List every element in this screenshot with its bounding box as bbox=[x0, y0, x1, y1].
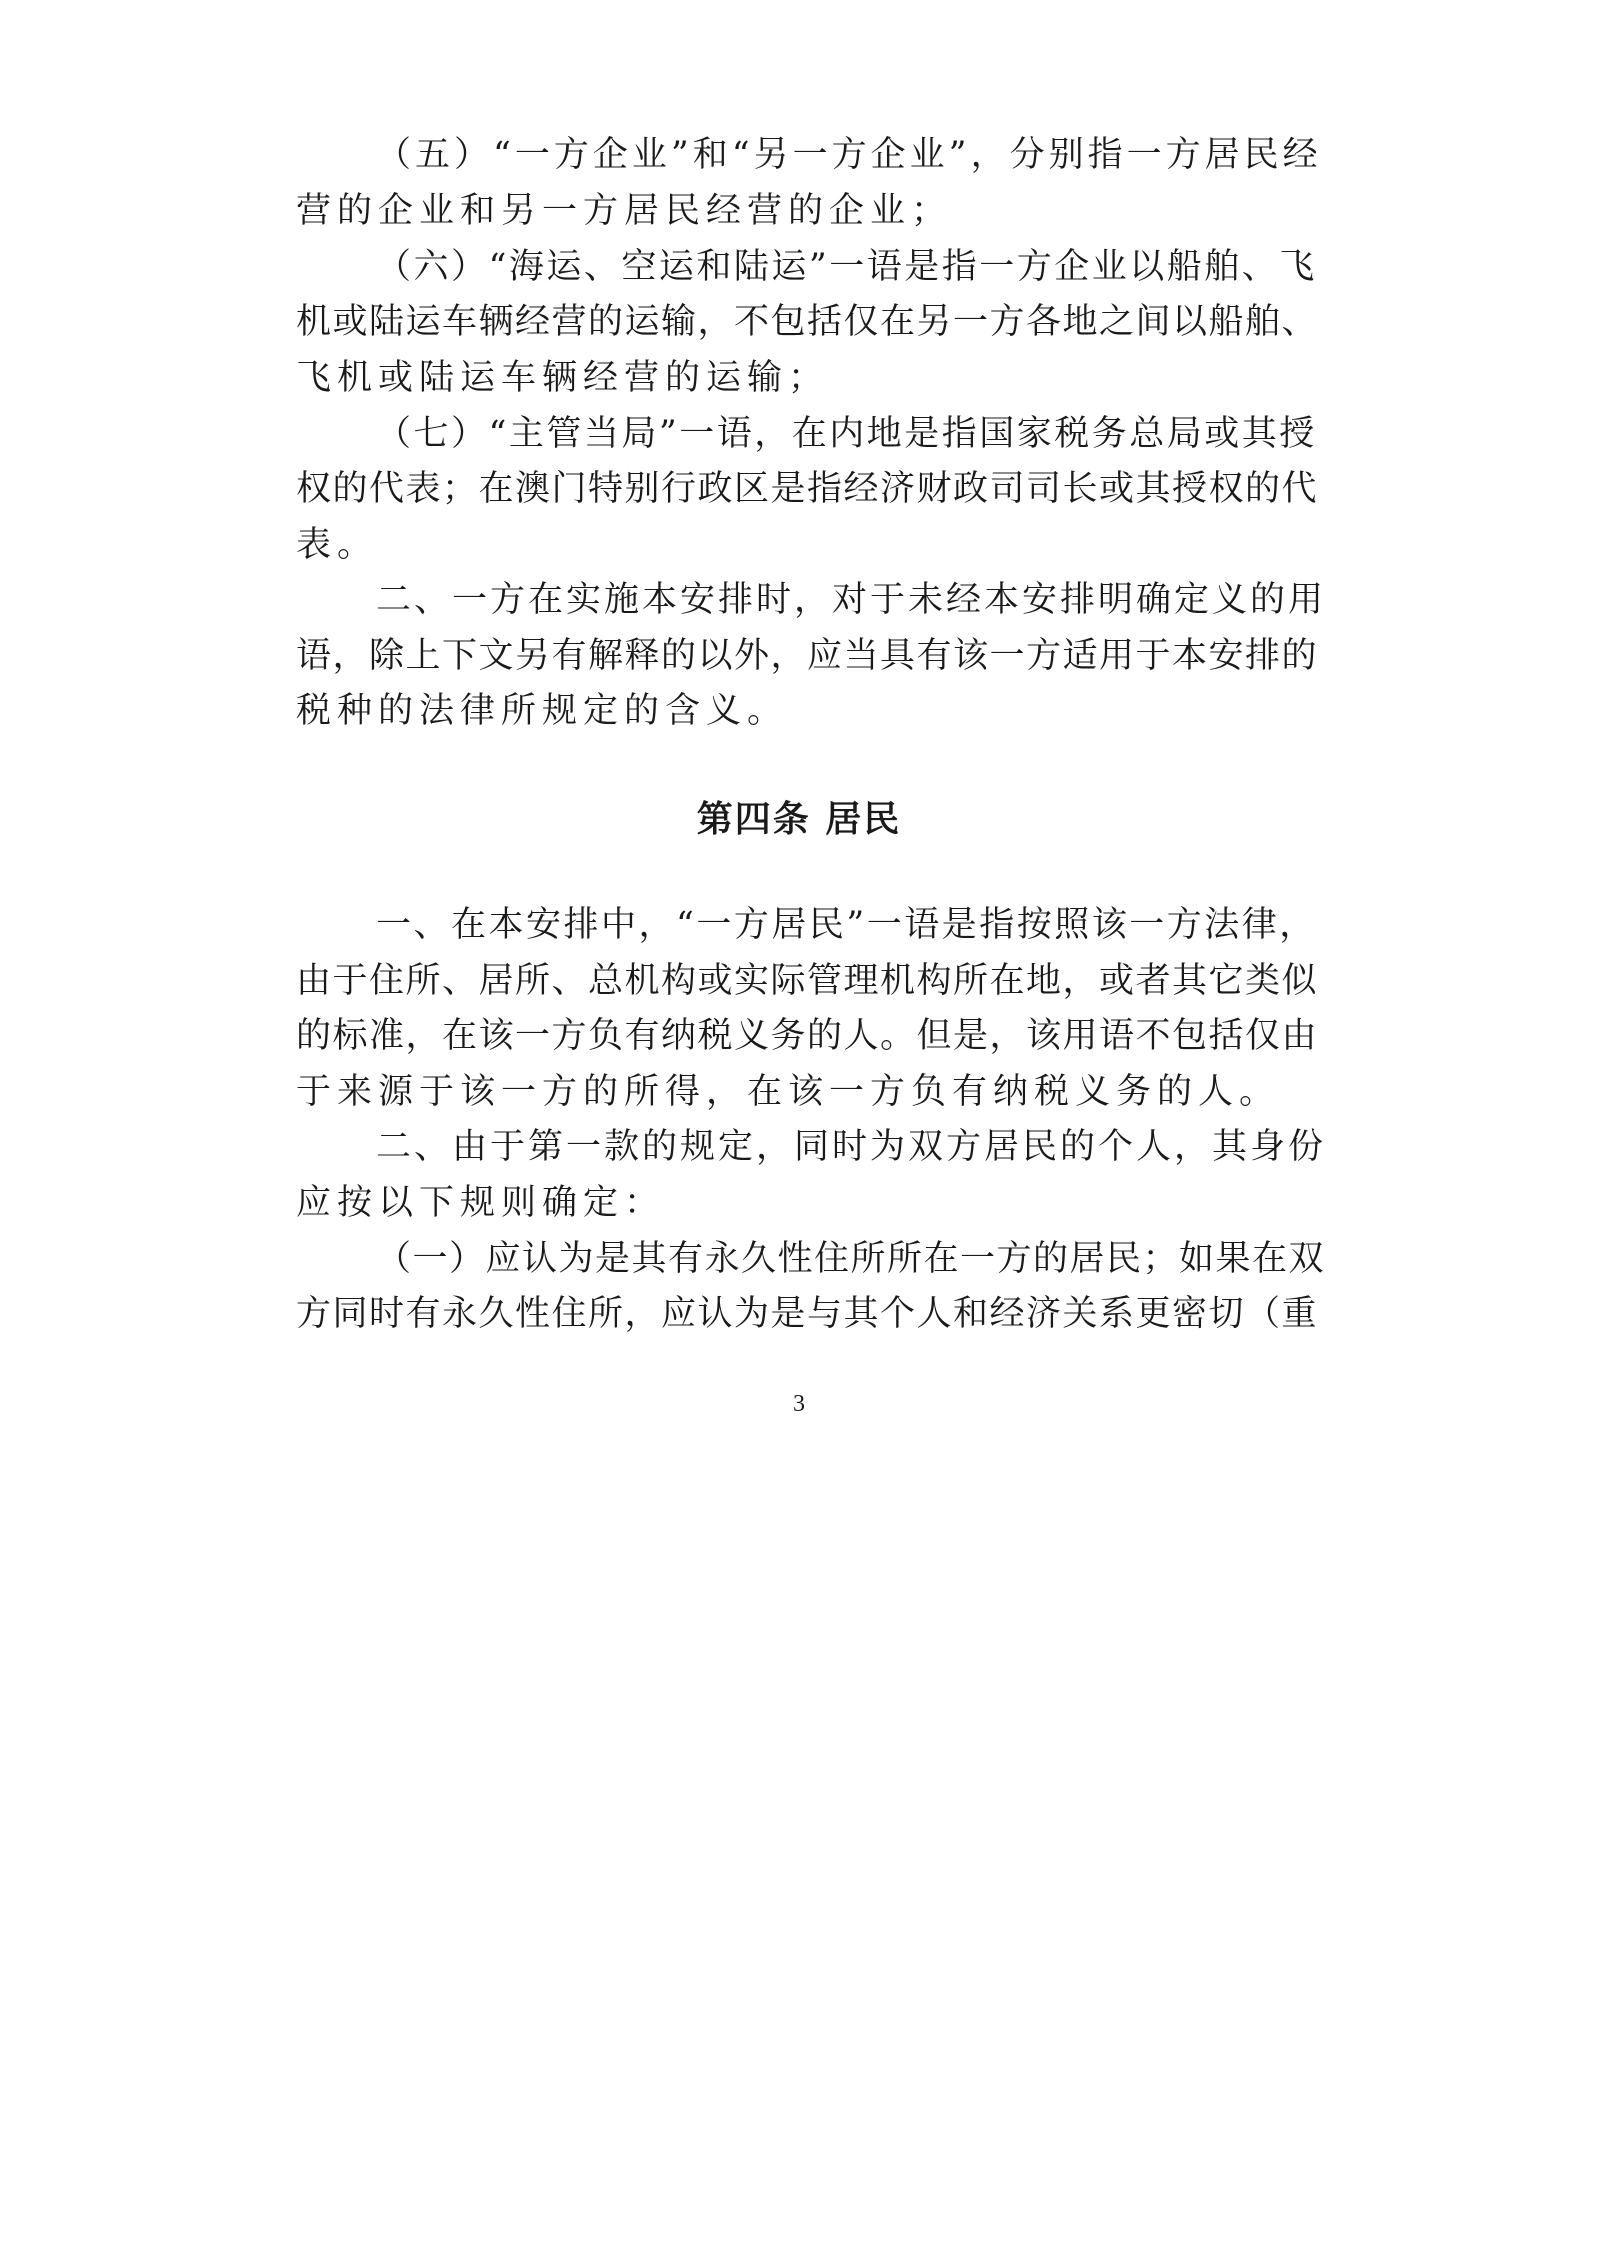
paragraph-line: 机或陆运车辆经营的运输，不包括仅在另一方各地之间以船舶、 bbox=[296, 302, 1319, 342]
paragraph-line: 应按以下规则确定： bbox=[296, 1183, 666, 1223]
paragraph-line: （一）应认为是其有永久性住所所在一方的居民；如果在双 bbox=[376, 1239, 1326, 1279]
paragraph-line: 语，除上下文另有解释的以外，应当具有该一方适用于本安排的 bbox=[296, 636, 1319, 676]
page-number: 3 bbox=[793, 1391, 805, 1417]
paragraph-line: （六）“海运、空运和陆运”一语是指一方企业以船舶、飞 bbox=[376, 247, 1317, 287]
paragraph-line: 一、在本安排中，“一方居民”一语是指按照该一方法律， bbox=[376, 905, 1317, 945]
paragraph-line: 营的企业和另一方居民经营的企业； bbox=[296, 191, 953, 231]
paragraph-line: 税种的法律所规定的含义。 bbox=[296, 691, 789, 731]
paragraph-line: 的标准，在该一方负有纳税义务的人。但是，该用语不包括仅由 bbox=[296, 1016, 1319, 1056]
article-heading: 第四条 居民 bbox=[696, 799, 902, 840]
paragraph-line: 表。 bbox=[296, 525, 379, 565]
paragraph-line: 由于住所、居所、总机构或实际管理机构所在地，或者其它类似 bbox=[296, 961, 1319, 1001]
paragraph-line: 于来源于该一方的所得，在该一方负有纳税义务的人。 bbox=[296, 1072, 1281, 1112]
paragraph-line: （五）“一方企业”和“另一方企业”，分别指一方居民经 bbox=[376, 135, 1322, 175]
paragraph-line: 二、由于第一款的规定，同时为双方居民的个人，其身份 bbox=[376, 1127, 1327, 1167]
paragraph-line: 方同时有永久性住所，应认为是与其个人和经济关系更密切（重 bbox=[296, 1294, 1319, 1334]
paragraph-line: 二、一方在实施本安排时，对于未经本安排明确定义的用 bbox=[376, 580, 1327, 620]
paragraph-line: 飞机或陆运车辆经营的运输； bbox=[296, 358, 830, 398]
paragraph-line: 权的代表；在澳门特别行政区是指经济财政司司长或其授权的代 bbox=[296, 469, 1319, 509]
paragraph-line: （七）“主管当局”一语，在内地是指国家税务总局或其授 bbox=[376, 414, 1317, 454]
